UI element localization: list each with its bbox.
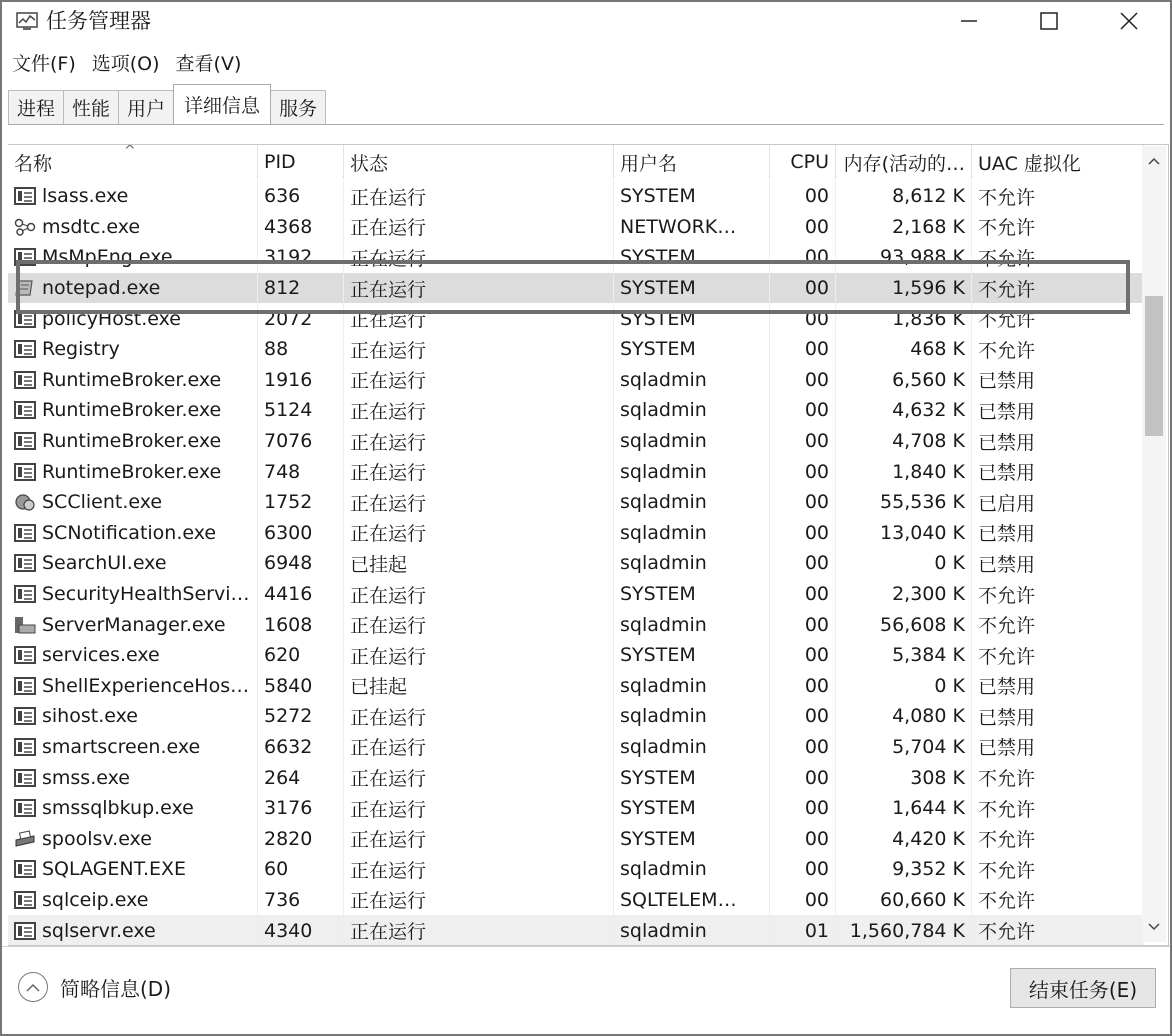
process-icon [14, 401, 36, 419]
cell-pid: 812 [258, 273, 344, 304]
table-row[interactable] [8, 732, 1144, 763]
window-title: 任务管理器 [46, 9, 151, 33]
menu-options[interactable]: 选项(O) [91, 52, 160, 75]
chevron-up-icon [1148, 157, 1160, 165]
cell-pid: 5124 [258, 395, 344, 426]
close-button[interactable] [1094, 2, 1164, 40]
cell-memory: 4,080 K [836, 701, 972, 732]
cell-status: 正在运行 [344, 640, 614, 671]
cell-pid: 2820 [258, 823, 344, 854]
cell-pid: 1608 [258, 609, 344, 640]
cell-user: SYSTEM [614, 579, 770, 610]
cell-user: SYSTEM [614, 242, 770, 273]
cell-memory: 1,596 K [836, 273, 972, 304]
process-name: Registry [42, 338, 120, 361]
table-row[interactable] [8, 334, 1144, 365]
process-name: sqlservr.exe [42, 919, 156, 942]
process-icon [14, 248, 36, 266]
cell-status: 正在运行 [344, 732, 614, 763]
process-icon [14, 554, 36, 572]
cell-uac: 不允许 [972, 609, 1144, 640]
process-name: lsass.exe [42, 185, 129, 208]
cell-status: 正在运行 [344, 579, 614, 610]
scroll-thumb[interactable] [1145, 296, 1163, 436]
tab-processes[interactable]: 进程 [8, 90, 64, 124]
cell-uac: 不允许 [972, 640, 1144, 671]
cell-uac: 已禁用 [972, 426, 1144, 457]
process-icon [14, 463, 36, 481]
table-row[interactable] [8, 823, 1144, 854]
table-row[interactable] [8, 212, 1144, 243]
process-name: smss.exe [42, 766, 130, 789]
cell-pid: 7076 [258, 426, 344, 457]
cell-memory: 6,560 K [836, 365, 972, 396]
cell-user: sqladmin [614, 395, 770, 426]
cell-pid: 620 [258, 640, 344, 671]
cell-memory: 308 K [836, 762, 972, 793]
cell-user: sqladmin [614, 701, 770, 732]
printer-icon [14, 830, 36, 848]
cell-memory: 9,352 K [836, 854, 972, 885]
process-name: SQLAGENT.EXE [42, 858, 187, 881]
cell-user: NETWORK… [614, 212, 770, 243]
cell-name [8, 365, 258, 396]
process-name: msdtc.exe [42, 215, 141, 238]
cell-pid: 2072 [258, 303, 344, 334]
table-row[interactable] [8, 640, 1144, 671]
cell-status: 正在运行 [344, 609, 614, 640]
process-icon [14, 646, 36, 664]
tab-details[interactable]: 详细信息 [173, 84, 271, 124]
cell-memory: 8,612 K [836, 181, 972, 212]
cell-status: 正在运行 [344, 915, 614, 946]
column-header-cpu[interactable]: CPU [770, 145, 836, 179]
cell-uac: 不允许 [972, 579, 1144, 610]
cell-cpu: 00 [770, 854, 836, 885]
cell-uac: 已禁用 [972, 732, 1144, 763]
cell-cpu: 00 [770, 823, 836, 854]
cell-name [8, 548, 258, 579]
cell-cpu: 00 [770, 518, 836, 549]
cell-memory: 4,708 K [836, 426, 972, 457]
cell-user: SQLTELEM… [614, 885, 770, 916]
cell-status: 正在运行 [344, 518, 614, 549]
cell-user: sqladmin [614, 854, 770, 885]
cell-pid: 636 [258, 181, 344, 212]
column-name-label: 名称 [14, 152, 53, 175]
table-row[interactable] [8, 885, 1144, 916]
cell-status: 正在运行 [344, 456, 614, 487]
cell-name [8, 334, 258, 365]
vertical-scrollbar[interactable] [1142, 146, 1166, 942]
cell-pid: 5840 [258, 671, 344, 702]
close-icon [1119, 11, 1139, 31]
cell-memory: 2,300 K [836, 579, 972, 610]
cell-user: SYSTEM [614, 640, 770, 671]
cell-name [8, 242, 258, 273]
cell-uac: 不允许 [972, 181, 1144, 212]
process-icon [14, 677, 36, 695]
cell-cpu: 00 [770, 456, 836, 487]
cell-name [8, 701, 258, 732]
cell-cpu: 00 [770, 242, 836, 273]
cell-name [8, 579, 258, 610]
cell-memory: 60,660 K [836, 885, 972, 916]
table-row[interactable] [8, 273, 1144, 304]
table-row[interactable] [8, 181, 1144, 212]
cell-cpu: 00 [770, 793, 836, 824]
cell-memory: 468 K [836, 334, 972, 365]
cell-name [8, 823, 258, 854]
cell-pid: 4416 [258, 579, 344, 610]
cell-cpu: 00 [770, 732, 836, 763]
cell-user: sqladmin [614, 365, 770, 396]
cell-status: 正在运行 [344, 701, 614, 732]
cell-name [8, 518, 258, 549]
table-row[interactable] [8, 365, 1144, 396]
cell-cpu: 00 [770, 273, 836, 304]
scroll-up-button[interactable] [1142, 146, 1166, 176]
cell-pid: 3192 [258, 242, 344, 273]
table-row[interactable] [8, 456, 1144, 487]
table-row[interactable] [8, 793, 1144, 824]
menu-bar [2, 46, 1170, 78]
cell-status: 正在运行 [344, 762, 614, 793]
cell-status: 正在运行 [344, 212, 614, 243]
cell-uac: 不允许 [972, 273, 1144, 304]
task-manager-icon [16, 11, 38, 31]
table-row[interactable] [8, 579, 1144, 610]
table-row[interactable] [8, 303, 1144, 334]
cell-cpu: 00 [770, 640, 836, 671]
cell-pid: 5272 [258, 701, 344, 732]
cell-user: SYSTEM [614, 334, 770, 365]
table-row[interactable] [8, 548, 1144, 579]
cell-memory: 5,704 K [836, 732, 972, 763]
process-icon [14, 371, 36, 389]
cell-status: 已挂起 [344, 548, 614, 579]
cell-user: SYSTEM [614, 303, 770, 334]
tab-bar [8, 86, 325, 124]
process-icon [14, 891, 36, 909]
cell-user: SYSTEM [614, 793, 770, 824]
cell-cpu: 00 [770, 395, 836, 426]
process-icon [14, 769, 36, 787]
cell-pid: 6632 [258, 732, 344, 763]
cell-uac: 已启用 [972, 487, 1144, 518]
cell-user: sqladmin [614, 609, 770, 640]
cell-uac: 不允许 [972, 915, 1144, 946]
cell-memory: 5,384 K [836, 640, 972, 671]
cell-cpu: 00 [770, 885, 836, 916]
cell-user: sqladmin [614, 732, 770, 763]
table-row[interactable] [8, 671, 1144, 702]
minimize-icon [959, 11, 979, 31]
cell-uac: 不允许 [972, 334, 1144, 365]
cell-user: SYSTEM [614, 181, 770, 212]
fewer-details-button[interactable] [18, 972, 171, 1002]
process-icon [14, 922, 36, 940]
cell-uac: 已禁用 [972, 701, 1144, 732]
cell-memory: 1,560,784 K [836, 915, 972, 946]
cell-cpu: 00 [770, 303, 836, 334]
column-header-memory[interactable]: 内存(活动的… [836, 145, 972, 179]
collapse-chevron-icon [18, 972, 48, 1002]
process-name: notepad.exe [42, 277, 161, 300]
process-icon [14, 738, 36, 756]
cell-cpu: 00 [770, 579, 836, 610]
cell-uac: 不允许 [972, 212, 1144, 243]
cell-name [8, 212, 258, 243]
cell-user: sqladmin [614, 456, 770, 487]
process-name: policyHost.exe [42, 307, 181, 330]
cell-name [8, 732, 258, 763]
cell-status: 正在运行 [344, 823, 614, 854]
cell-pid: 736 [258, 885, 344, 916]
process-name: SecurityHealthServi… [42, 583, 250, 606]
process-icon [14, 799, 36, 817]
maximize-icon [1039, 11, 1059, 31]
cell-status: 正在运行 [344, 273, 614, 304]
cell-name [8, 456, 258, 487]
cell-memory: 4,420 K [836, 823, 972, 854]
cell-user: SYSTEM [614, 823, 770, 854]
table-row[interactable] [8, 426, 1144, 457]
cell-pid: 88 [258, 334, 344, 365]
process-icon [14, 585, 36, 603]
process-name: services.exe [42, 644, 160, 667]
cell-status: 正在运行 [344, 365, 614, 396]
cell-status: 正在运行 [344, 426, 614, 457]
process-name: SCClient.exe [42, 491, 163, 514]
cell-uac: 不允许 [972, 303, 1144, 334]
cell-uac: 不允许 [972, 823, 1144, 854]
cell-name [8, 762, 258, 793]
process-name: MsMpEng.exe [42, 246, 173, 269]
cell-uac: 不允许 [972, 885, 1144, 916]
cell-cpu: 00 [770, 212, 836, 243]
maximize-button[interactable] [1014, 2, 1084, 40]
fewer-details-label: 简略信息(D) [60, 976, 172, 1001]
tab-divider [8, 124, 1164, 125]
table-row[interactable] [8, 395, 1144, 426]
cell-uac: 不允许 [972, 793, 1144, 824]
minimize-button[interactable] [934, 2, 1004, 40]
menu-file[interactable]: 文件(F) [12, 52, 76, 75]
cell-uac: 已禁用 [972, 671, 1144, 702]
process-icon [14, 432, 36, 450]
cell-uac: 已禁用 [972, 548, 1144, 579]
cell-status: 正在运行 [344, 334, 614, 365]
cell-uac: 已禁用 [972, 395, 1144, 426]
table-body [8, 181, 1144, 946]
cell-status: 正在运行 [344, 303, 614, 334]
server-manager-icon [14, 616, 36, 634]
menu-view[interactable]: 查看(V) [175, 52, 242, 75]
sort-ascending-icon: ^ [124, 144, 136, 159]
cell-uac: 已禁用 [972, 456, 1144, 487]
cell-cpu: 00 [770, 762, 836, 793]
cell-pid: 748 [258, 456, 344, 487]
process-name: smartscreen.exe [42, 735, 201, 758]
cell-cpu: 00 [770, 548, 836, 579]
cell-uac: 不允许 [972, 242, 1144, 273]
process-name: RuntimeBroker.exe [42, 430, 222, 453]
cell-memory: 0 K [836, 548, 972, 579]
table-row[interactable] [8, 609, 1144, 640]
process-icon [14, 860, 36, 878]
cell-memory: 1,644 K [836, 793, 972, 824]
scroll-down-button[interactable] [1142, 912, 1166, 942]
notepad-icon [14, 279, 36, 297]
cell-memory: 55,536 K [836, 487, 972, 518]
cell-uac: 已禁用 [972, 365, 1144, 396]
chevron-down-icon [1148, 923, 1160, 931]
cell-memory: 4,632 K [836, 395, 972, 426]
process-name: SCNotification.exe [42, 521, 217, 544]
process-name: sihost.exe [42, 705, 138, 728]
cell-cpu: 00 [770, 609, 836, 640]
column-header-uac[interactable]: UAC 虚拟化 [972, 145, 1144, 179]
cell-cpu: 00 [770, 701, 836, 732]
cell-name [8, 273, 258, 304]
tab-performance[interactable]: 性能 [63, 90, 119, 124]
table-row[interactable] [8, 854, 1144, 885]
cell-user: sqladmin [614, 426, 770, 457]
tab-users[interactable]: 用户 [118, 90, 174, 124]
table-row[interactable] [8, 242, 1144, 273]
cell-user: sqladmin [614, 548, 770, 579]
cell-pid: 6948 [258, 548, 344, 579]
cell-memory: 0 K [836, 671, 972, 702]
end-task-button[interactable]: 结束任务(E) [1010, 968, 1156, 1008]
cell-user: sqladmin [614, 671, 770, 702]
network-icon [14, 218, 36, 236]
cell-name [8, 609, 258, 640]
process-name: ServerManager.exe [42, 613, 226, 636]
cell-name [8, 640, 258, 671]
cell-cpu: 00 [770, 671, 836, 702]
cell-pid: 3176 [258, 793, 344, 824]
process-name: RuntimeBroker.exe [42, 460, 222, 483]
cell-name [8, 793, 258, 824]
cell-name [8, 181, 258, 212]
software-center-icon [14, 493, 36, 511]
process-name: sqlceip.exe [42, 888, 149, 911]
cell-pid: 1916 [258, 365, 344, 396]
cell-memory: 13,040 K [836, 518, 972, 549]
process-name: smssqlbkup.exe [42, 797, 194, 820]
cell-status: 正在运行 [344, 181, 614, 212]
cell-pid: 264 [258, 762, 344, 793]
cell-name [8, 854, 258, 885]
cell-memory: 2,168 K [836, 212, 972, 243]
process-name: ShellExperienceHos… [42, 674, 250, 697]
cell-pid: 6300 [258, 518, 344, 549]
process-icon [14, 707, 36, 725]
cell-status: 正在运行 [344, 242, 614, 273]
cell-status: 正在运行 [344, 885, 614, 916]
process-icon [14, 524, 36, 542]
table-row[interactable] [8, 701, 1144, 732]
cell-name [8, 395, 258, 426]
cell-status: 正在运行 [344, 793, 614, 824]
cell-uac: 不允许 [972, 854, 1144, 885]
cell-status: 已挂起 [344, 671, 614, 702]
process-name: spoolsv.exe [42, 827, 152, 850]
details-table [8, 144, 1169, 946]
table-row[interactable] [8, 762, 1144, 793]
column-header-name[interactable] [8, 145, 258, 179]
cell-pid: 4368 [258, 212, 344, 243]
cell-memory: 56,608 K [836, 609, 972, 640]
cell-cpu: 00 [770, 426, 836, 457]
cell-name [8, 426, 258, 457]
column-header-user[interactable]: 用户名 [614, 145, 770, 179]
process-icon [14, 187, 36, 205]
table-row[interactable] [8, 915, 1144, 946]
cell-user: SYSTEM [614, 762, 770, 793]
cell-name [8, 671, 258, 702]
cell-name [8, 303, 258, 334]
cell-name [8, 915, 258, 946]
cell-user: sqladmin [614, 915, 770, 946]
title-bar[interactable] [2, 2, 1170, 42]
cell-name [8, 487, 258, 518]
table-row[interactable] [8, 487, 1144, 518]
tab-services[interactable]: 服务 [270, 90, 326, 124]
cell-user: SYSTEM [614, 273, 770, 304]
table-header [8, 145, 1144, 179]
process-name: SearchUI.exe [42, 552, 167, 575]
cell-pid: 4340 [258, 915, 344, 946]
cell-user: sqladmin [614, 518, 770, 549]
cell-status: 正在运行 [344, 487, 614, 518]
footer-divider [2, 946, 1170, 947]
cell-cpu: 00 [770, 487, 836, 518]
cell-memory: 1,836 K [836, 303, 972, 334]
column-header-status[interactable]: 状态 [344, 145, 614, 179]
cell-uac: 已禁用 [972, 518, 1144, 549]
cell-status: 正在运行 [344, 395, 614, 426]
table-row[interactable] [8, 518, 1144, 549]
cell-user: sqladmin [614, 487, 770, 518]
process-name: RuntimeBroker.exe [42, 368, 222, 391]
cell-status: 正在运行 [344, 854, 614, 885]
cell-memory: 93,988 K [836, 242, 972, 273]
process-name: RuntimeBroker.exe [42, 399, 222, 422]
cell-cpu: 00 [770, 181, 836, 212]
cell-pid: 1752 [258, 487, 344, 518]
cell-cpu: 00 [770, 365, 836, 396]
column-header-pid[interactable]: PID [258, 145, 344, 179]
cell-cpu: 01 [770, 915, 836, 946]
process-icon [14, 310, 36, 328]
cell-uac: 不允许 [972, 762, 1144, 793]
cell-pid: 60 [258, 854, 344, 885]
cell-cpu: 00 [770, 334, 836, 365]
cell-memory: 1,840 K [836, 456, 972, 487]
process-icon [14, 340, 36, 358]
cell-name [8, 885, 258, 916]
